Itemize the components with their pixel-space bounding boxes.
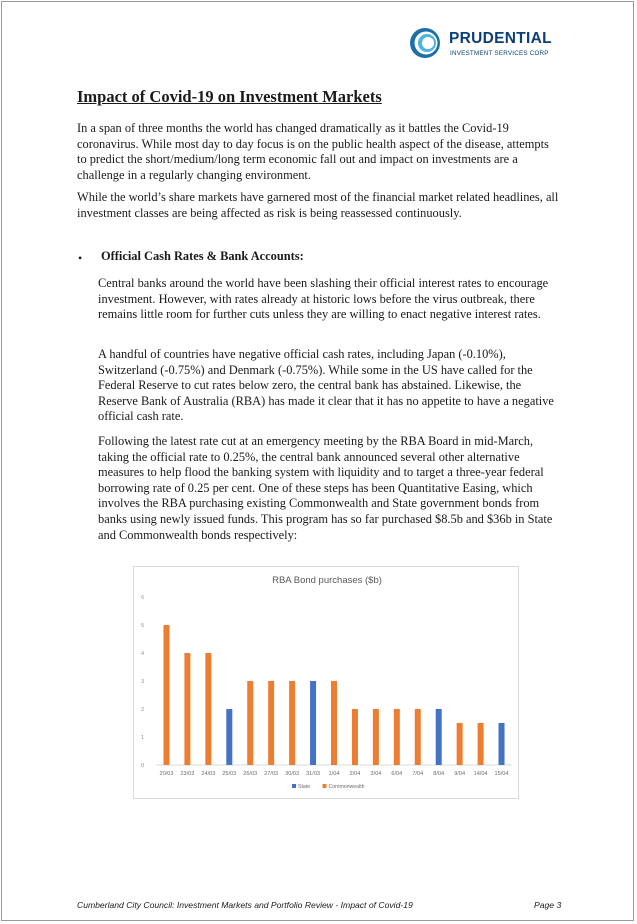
x-tick-label: 31/03 <box>306 771 321 777</box>
x-tick-label: 1/04 <box>328 771 340 777</box>
y-tick-label: 3 <box>141 679 144 685</box>
bar-commonwealth <box>205 653 211 765</box>
footer-text: Cumberland City Council: Investment Markets and Portfolio Review - Impact of Covid-19 <box>77 900 413 910</box>
legend-label-commonwealth: Commonwealth <box>328 784 365 790</box>
bar-commonwealth <box>289 681 295 765</box>
x-tick-label: 14/04 <box>473 771 488 777</box>
x-tick-label: 15/04 <box>494 771 509 777</box>
paragraph-intro: In a span of three months the world has changed dramatically as it battles the Covid-19 coronavirus. While most day to day focus is on the public health aspect of the disease, attempts to predict the short/medium/long term economic fall out and impact on investments are a challenge in a regularly changing environment. <box>77 121 549 182</box>
y-tick-label: 1 <box>141 735 144 741</box>
y-tick-label: 4 <box>141 651 144 657</box>
bar-commonwealth <box>184 653 190 765</box>
x-tick-label: 2/04 <box>349 771 361 777</box>
paragraph-rate-cut: Following the latest rate cut at an emergency meeting by the RBA Board in mid-March, taking the official rate to 0.25%, the central bank announced several other alternative measures to help flood the banking system with liquidity and to target a three-year federal borrowing rate of 0.25 per cent. One of these steps has been Quantitative Easing, which involves the RBA purchasing existing Commonwealth and State government bonds from banks using newly issued funds. This program has so far purchased $8.5b and $36b in State and Commonwealth bonds respectively: <box>98 434 553 542</box>
paragraph-central-banks: Central banks around the world have been slashing their official interest rates to encourage investment. However, with rates already at historic lows before the virus outbreak, there remains little room for further cuts unless they are willing to enact negative interest rates. <box>98 276 549 322</box>
bar-state <box>436 709 442 765</box>
x-tick-label: 3/04 <box>370 771 382 777</box>
x-tick-label: 7/04 <box>412 771 424 777</box>
bar-commonwealth <box>457 723 463 765</box>
x-tick-label: 6/04 <box>391 771 403 777</box>
x-tick-label: 30/03 <box>285 771 300 777</box>
bar-commonwealth <box>163 625 169 765</box>
legend-label-state: State <box>298 784 311 790</box>
bar-commonwealth <box>268 681 274 765</box>
paragraph-share-markets: While the world’s share markets have garnered most of the financial market related headlines, all investment classes are being affected as risk is being reassessed continuously. <box>77 190 559 220</box>
x-tick-label: 27/03 <box>264 771 279 777</box>
chart-title: RBA Bond purchases ($b) <box>272 575 382 586</box>
logo-rings-icon <box>407 24 447 64</box>
page-number: Page 3 <box>534 900 562 910</box>
bar-commonwealth <box>331 681 337 765</box>
bar-commonwealth <box>373 709 379 765</box>
bar-commonwealth <box>478 723 484 765</box>
x-tick-label: 9/04 <box>454 771 466 777</box>
bar-state <box>226 709 232 765</box>
chart-canvas <box>134 567 520 800</box>
x-tick-label: 25/03 <box>222 771 237 777</box>
y-tick-label: 0 <box>141 763 144 769</box>
y-tick-label: 2 <box>141 707 144 713</box>
x-tick-label: 23/03 <box>180 771 195 777</box>
y-tick-label: 6 <box>141 595 144 601</box>
bar-commonwealth <box>415 709 421 765</box>
logo-subtitle: INVESTMENT SERVICES CORP <box>450 50 549 57</box>
x-tick-label: 26/03 <box>243 771 258 777</box>
bond-purchases-chart <box>133 566 519 799</box>
x-tick-label: 20/03 <box>159 771 174 777</box>
logo-name: PRUDENTIAL <box>449 30 552 47</box>
y-tick-label: 5 <box>141 623 144 629</box>
x-tick-label: 8/04 <box>433 771 445 777</box>
legend-swatch-state <box>292 784 296 788</box>
company-logo <box>407 24 557 64</box>
bar-state <box>310 681 316 765</box>
bar-state <box>499 723 505 765</box>
paragraph-negative-rates: A handful of countries have negative official cash rates, including Japan (-0.10%), Switzerland (-0.75%) and Denmark (-0.75%). While some in the US have called for the Federal Reserve to cut rates below zero, the central bank has abstained. Likewise, the Reserve Bank of Australia (RBA) has made it clear that it has no appetite to have a negative official cash rate. <box>98 347 554 424</box>
bullet-symbol: • <box>78 251 83 265</box>
bar-commonwealth <box>247 681 253 765</box>
section-heading-cash-rates: Official Cash Rates & Bank Accounts: <box>101 249 304 263</box>
legend-swatch-commonwealth <box>323 784 327 788</box>
page-title: Impact of Covid-19 on Investment Markets <box>77 87 382 106</box>
x-tick-label: 24/03 <box>201 771 216 777</box>
bar-commonwealth <box>394 709 400 765</box>
bar-commonwealth <box>352 709 358 765</box>
